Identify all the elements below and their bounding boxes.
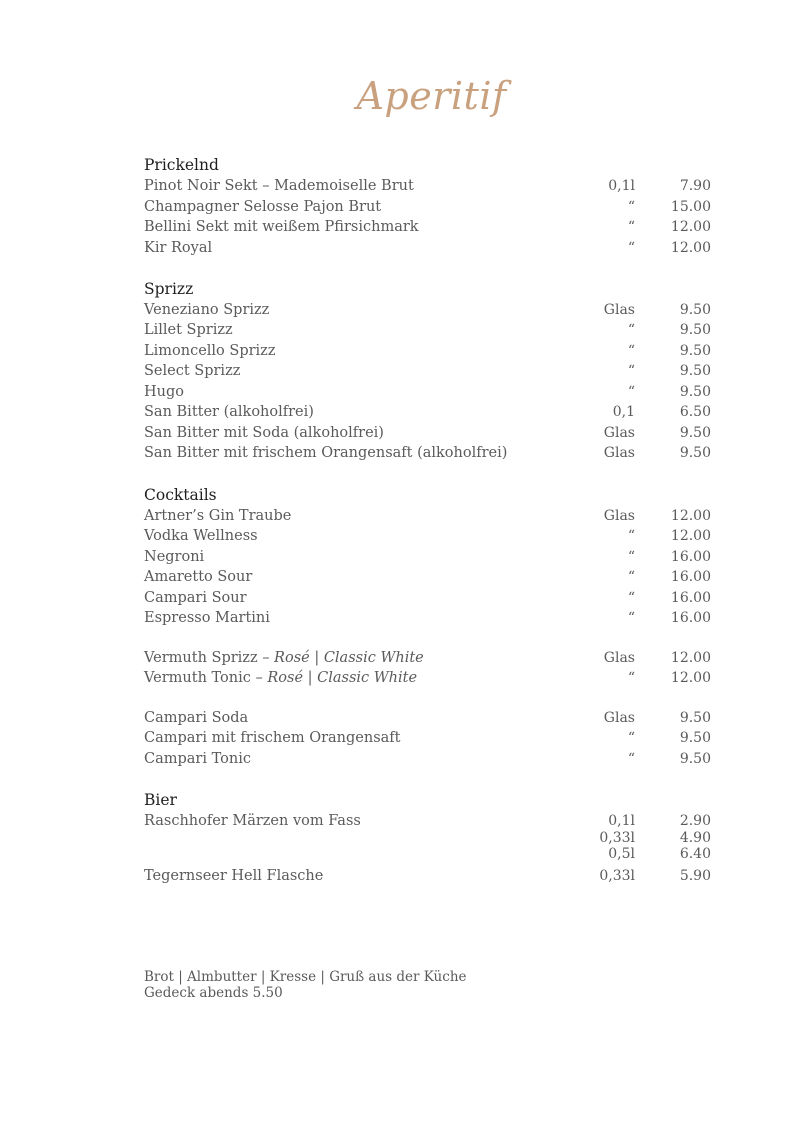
item-size: Glas bbox=[603, 445, 635, 461]
item-size: “ bbox=[627, 322, 635, 338]
item-name: Campari Tonic bbox=[144, 751, 251, 767]
item-price: 9.50 bbox=[679, 425, 711, 441]
item-size: Glas bbox=[603, 508, 635, 524]
variant-classic-white: Classic White bbox=[323, 650, 424, 666]
item-size: “ bbox=[627, 199, 635, 215]
item-price: 9.50 bbox=[679, 302, 711, 318]
item-size: 0,5l bbox=[608, 846, 635, 862]
menu-item bbox=[144, 300, 711, 320]
item-name: Vermuth Tonic – Rosé | Classic White bbox=[144, 670, 418, 686]
item-name: Campari Soda bbox=[144, 710, 249, 726]
item-price: 5.90 bbox=[679, 868, 711, 884]
item-price: 9.50 bbox=[679, 322, 711, 338]
menu-item bbox=[144, 668, 711, 688]
item-size: “ bbox=[627, 528, 635, 544]
item-size: “ bbox=[627, 751, 635, 767]
item-name: Kir Royal bbox=[144, 240, 213, 256]
variant-classic-white: Classic White bbox=[317, 670, 418, 686]
item-price: 16.00 bbox=[670, 590, 711, 606]
section-heading-sprizz: Sprizz bbox=[144, 280, 194, 298]
item-size: “ bbox=[627, 363, 635, 379]
item-name: Limoncello Sprizz bbox=[144, 343, 276, 359]
item-price: 9.50 bbox=[679, 710, 711, 726]
item-name: Raschhofer Märzen vom Fass bbox=[144, 813, 361, 829]
item-name: Bellini Sekt mit weißem Pfirsichmark bbox=[144, 219, 419, 235]
item-size: 0,1l bbox=[608, 178, 635, 194]
menu-item bbox=[144, 811, 711, 831]
footer-note bbox=[144, 969, 467, 1001]
item-price: 7.90 bbox=[679, 178, 711, 194]
item-price: 6.50 bbox=[679, 404, 711, 420]
item-name: Campari mit frischem Orangensaft bbox=[144, 730, 401, 746]
menu-item bbox=[144, 423, 711, 443]
menu-item bbox=[144, 866, 711, 886]
menu-item bbox=[144, 341, 711, 361]
menu-item bbox=[144, 588, 711, 608]
variant-rose: Rosé bbox=[267, 670, 304, 686]
item-price: 9.50 bbox=[679, 445, 711, 461]
item-name: Veneziano Sprizz bbox=[144, 302, 270, 318]
item-price: 16.00 bbox=[670, 569, 711, 585]
item-name: Select Sprizz bbox=[144, 363, 241, 379]
menu-item bbox=[144, 708, 711, 728]
menu-item-extra-size bbox=[144, 830, 711, 847]
variant-rose: Rosé bbox=[274, 650, 310, 666]
item-size: “ bbox=[627, 219, 635, 235]
menu-item-extra-size bbox=[144, 846, 711, 863]
item-name: San Bitter mit frischem Orangensaft (alkoholfrei) bbox=[144, 445, 508, 461]
menu-item bbox=[144, 608, 711, 628]
item-price: 9.50 bbox=[679, 343, 711, 359]
menu-item bbox=[144, 443, 711, 463]
item-size: 0,33l bbox=[599, 830, 635, 846]
item-price: 9.50 bbox=[679, 384, 711, 400]
menu-item bbox=[144, 547, 711, 567]
menu-item bbox=[144, 402, 711, 422]
item-size: 0,33l bbox=[599, 868, 635, 884]
item-name: Artner’s Gin Traube bbox=[144, 508, 292, 524]
item-price: 9.50 bbox=[679, 363, 711, 379]
menu-item bbox=[144, 567, 711, 587]
item-price: 12.00 bbox=[670, 240, 711, 256]
section-heading-prickelnd: Prickelnd bbox=[144, 156, 219, 174]
menu-item bbox=[144, 238, 711, 258]
item-name: San Bitter mit Soda (alkoholfrei) bbox=[144, 425, 384, 441]
menu-item bbox=[144, 506, 711, 526]
item-price: 16.00 bbox=[670, 549, 711, 565]
menu-item bbox=[144, 176, 711, 196]
section-heading-bier: Bier bbox=[144, 791, 177, 809]
menu-item bbox=[144, 648, 711, 668]
footer-line-cover-charge: Gedeck abends 5.50 bbox=[144, 985, 283, 1001]
item-name: Tegernseer Hell Flasche bbox=[144, 868, 324, 884]
item-size: Glas bbox=[603, 710, 635, 726]
item-size: Glas bbox=[603, 425, 635, 441]
item-price: 9.50 bbox=[679, 751, 711, 767]
item-size: “ bbox=[627, 670, 635, 686]
item-size: “ bbox=[627, 549, 635, 565]
menu-item bbox=[144, 728, 711, 748]
item-price: 16.00 bbox=[670, 610, 711, 626]
item-price: 6.40 bbox=[679, 846, 711, 862]
item-size: “ bbox=[627, 610, 635, 626]
item-size: “ bbox=[627, 384, 635, 400]
menu-item bbox=[144, 361, 711, 381]
menu-item bbox=[144, 197, 711, 217]
item-name: Vodka Wellness bbox=[144, 528, 258, 544]
item-size: “ bbox=[627, 730, 635, 746]
menu-item bbox=[144, 526, 711, 546]
item-price: 15.00 bbox=[670, 199, 711, 215]
section-heading-cocktails: Cocktails bbox=[144, 486, 217, 504]
item-price: 12.00 bbox=[670, 528, 711, 544]
item-name: Campari Sour bbox=[144, 590, 247, 606]
item-size: “ bbox=[627, 240, 635, 256]
item-size: “ bbox=[627, 590, 635, 606]
item-name: Hugo bbox=[144, 384, 184, 400]
menu-item bbox=[144, 217, 711, 237]
footer-line-bread: Brot | Almbutter | Kresse | Gruß aus der Küche bbox=[144, 969, 467, 985]
item-size: Glas bbox=[603, 650, 635, 666]
item-name: Negroni bbox=[144, 549, 205, 565]
item-name: Vermuth Sprizz – Rosé | Classic White bbox=[144, 650, 424, 666]
item-price: 9.50 bbox=[679, 730, 711, 746]
menu-item bbox=[144, 749, 711, 769]
item-size: Glas bbox=[603, 302, 635, 318]
menu-item bbox=[144, 382, 711, 402]
item-price: 4.90 bbox=[679, 830, 711, 846]
item-name: Amaretto Sour bbox=[144, 569, 253, 585]
item-price: 2.90 bbox=[679, 813, 711, 829]
menu-item bbox=[144, 320, 711, 340]
item-size: 0,1 bbox=[612, 404, 635, 420]
item-size: “ bbox=[627, 343, 635, 359]
item-name: Lillet Sprizz bbox=[144, 322, 233, 338]
page-title: Aperitif bbox=[356, 74, 507, 118]
item-size: “ bbox=[627, 569, 635, 585]
item-name: Pinot Noir Sekt – Mademoiselle Brut bbox=[144, 178, 414, 194]
item-price: 12.00 bbox=[670, 508, 711, 524]
item-name: Champagner Selosse Pajon Brut bbox=[144, 199, 382, 215]
item-name: Espresso Martini bbox=[144, 610, 270, 626]
item-price: 12.00 bbox=[670, 670, 711, 686]
item-size: 0,1l bbox=[608, 813, 635, 829]
item-price: 12.00 bbox=[670, 219, 711, 235]
item-price: 12.00 bbox=[670, 650, 711, 666]
item-name: San Bitter (alkoholfrei) bbox=[144, 404, 314, 420]
